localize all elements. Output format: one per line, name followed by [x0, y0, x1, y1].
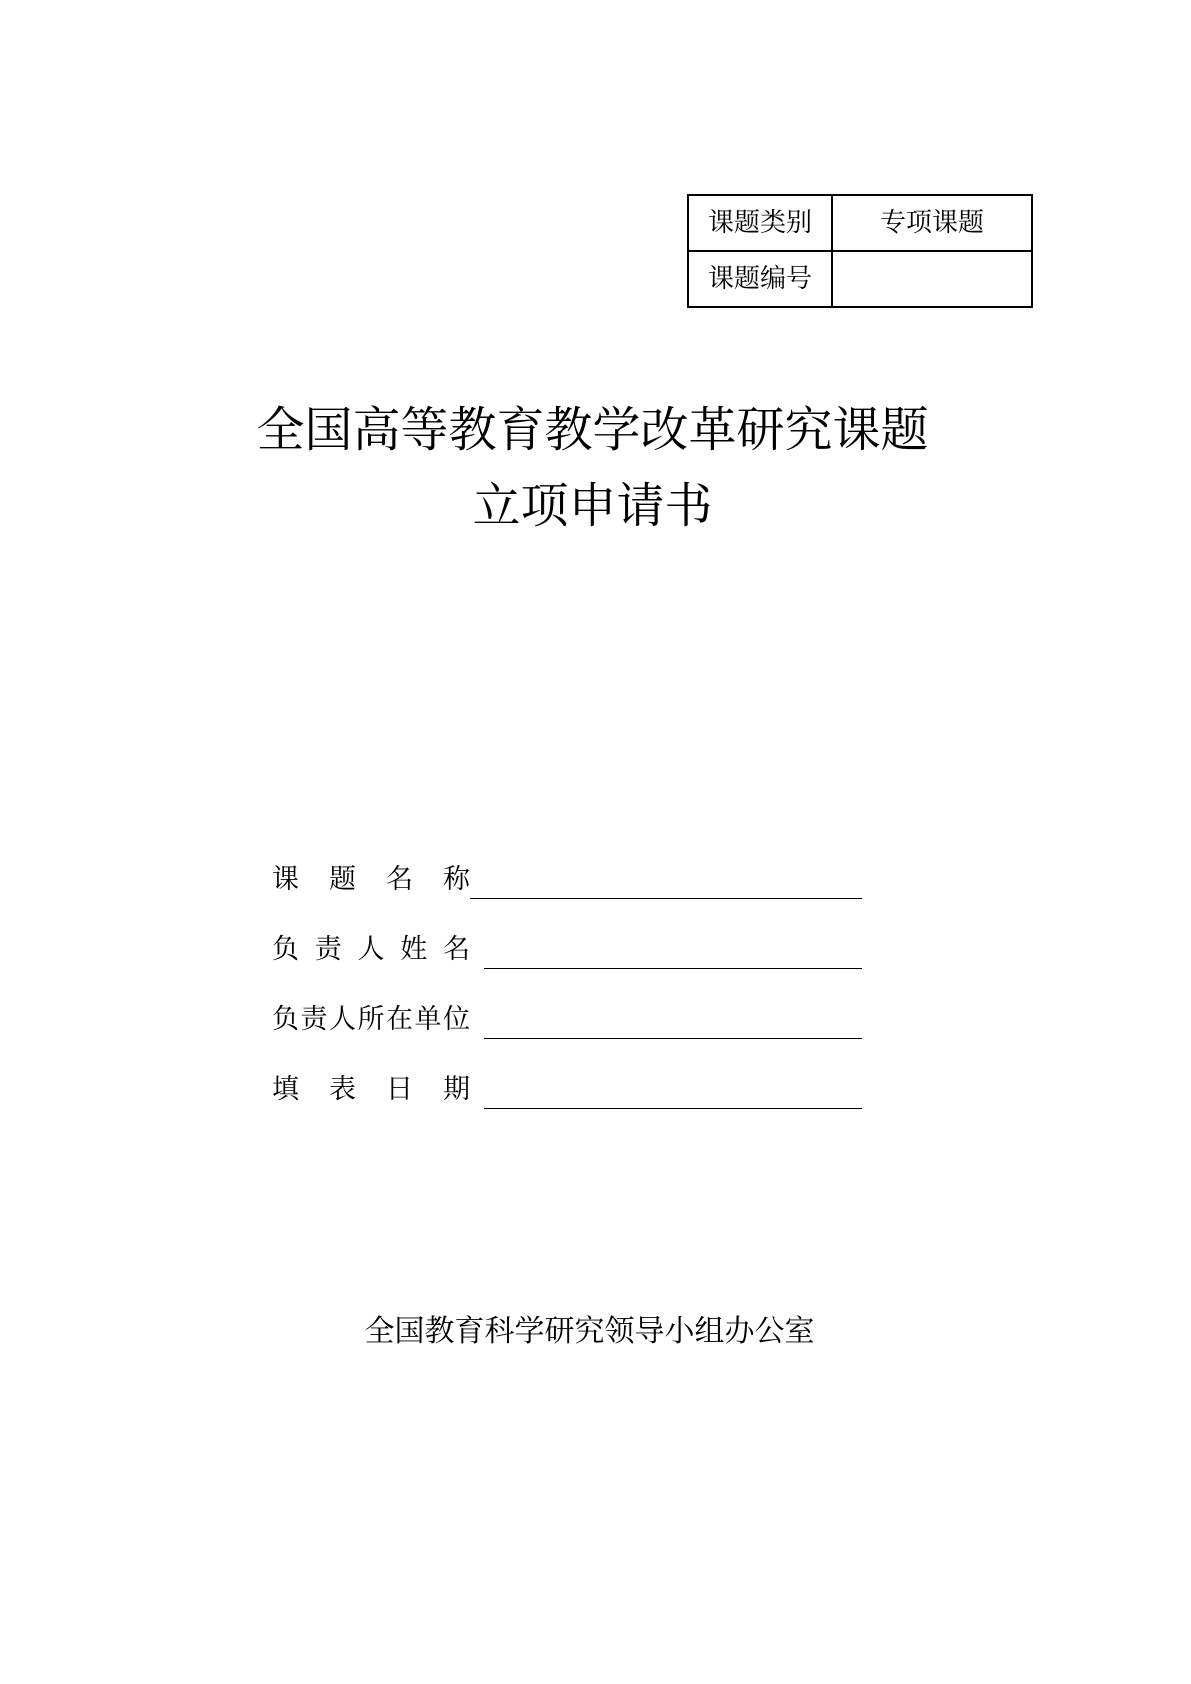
document-title-line1: 全国高等教育教学改革研究课题: [256, 402, 929, 458]
label-char: 人: [329, 1004, 356, 1035]
project-number-row: [688, 251, 1032, 307]
label-char: 所: [357, 1004, 385, 1035]
project-name-input-line[interactable]: [470, 898, 862, 899]
label-char: 题: [329, 864, 356, 895]
label-char: 人: [357, 934, 385, 965]
label-char: 名: [386, 864, 413, 895]
document-title: [0, 392, 1191, 544]
project-category-value[interactable]: 专项课题: [832, 195, 1032, 251]
project-number-label: 课题编号: [688, 251, 832, 307]
label-char: 期: [443, 1074, 470, 1105]
fill-date-label: [272, 1072, 470, 1108]
leader-name-input-line[interactable]: [484, 968, 862, 969]
project-info-table: [687, 194, 1033, 308]
project-category-row: [688, 195, 1032, 251]
project-category-label: 课题类别: [688, 195, 832, 251]
leader-unit-input-line[interactable]: [484, 1038, 862, 1039]
label-char: 负: [272, 1004, 299, 1035]
label-char: 称: [443, 864, 470, 895]
fill-date-input-line[interactable]: [484, 1108, 862, 1109]
label-char: 名: [443, 934, 470, 965]
label-char: 责: [300, 1004, 328, 1035]
label-char: 姓: [400, 934, 428, 965]
label-char: 表: [329, 1074, 356, 1105]
project-name-label: [272, 862, 470, 898]
issuing-organization: 全国教育科学研究领导小组办公室: [364, 1314, 815, 1349]
label-char: 责: [314, 934, 342, 965]
label-char: 课: [272, 864, 299, 895]
label-char: 负: [272, 934, 299, 965]
project-number-value[interactable]: [832, 251, 1032, 307]
label-char: 单: [414, 1004, 442, 1035]
label-char: 日: [386, 1074, 413, 1105]
label-char: 在: [386, 1004, 413, 1035]
leader-name-label: [272, 932, 470, 968]
leader-unit-label: [272, 1002, 470, 1038]
document-title-line2: 立项申请书: [472, 478, 713, 534]
label-char: 填: [272, 1074, 299, 1105]
label-char: 位: [443, 1004, 470, 1035]
